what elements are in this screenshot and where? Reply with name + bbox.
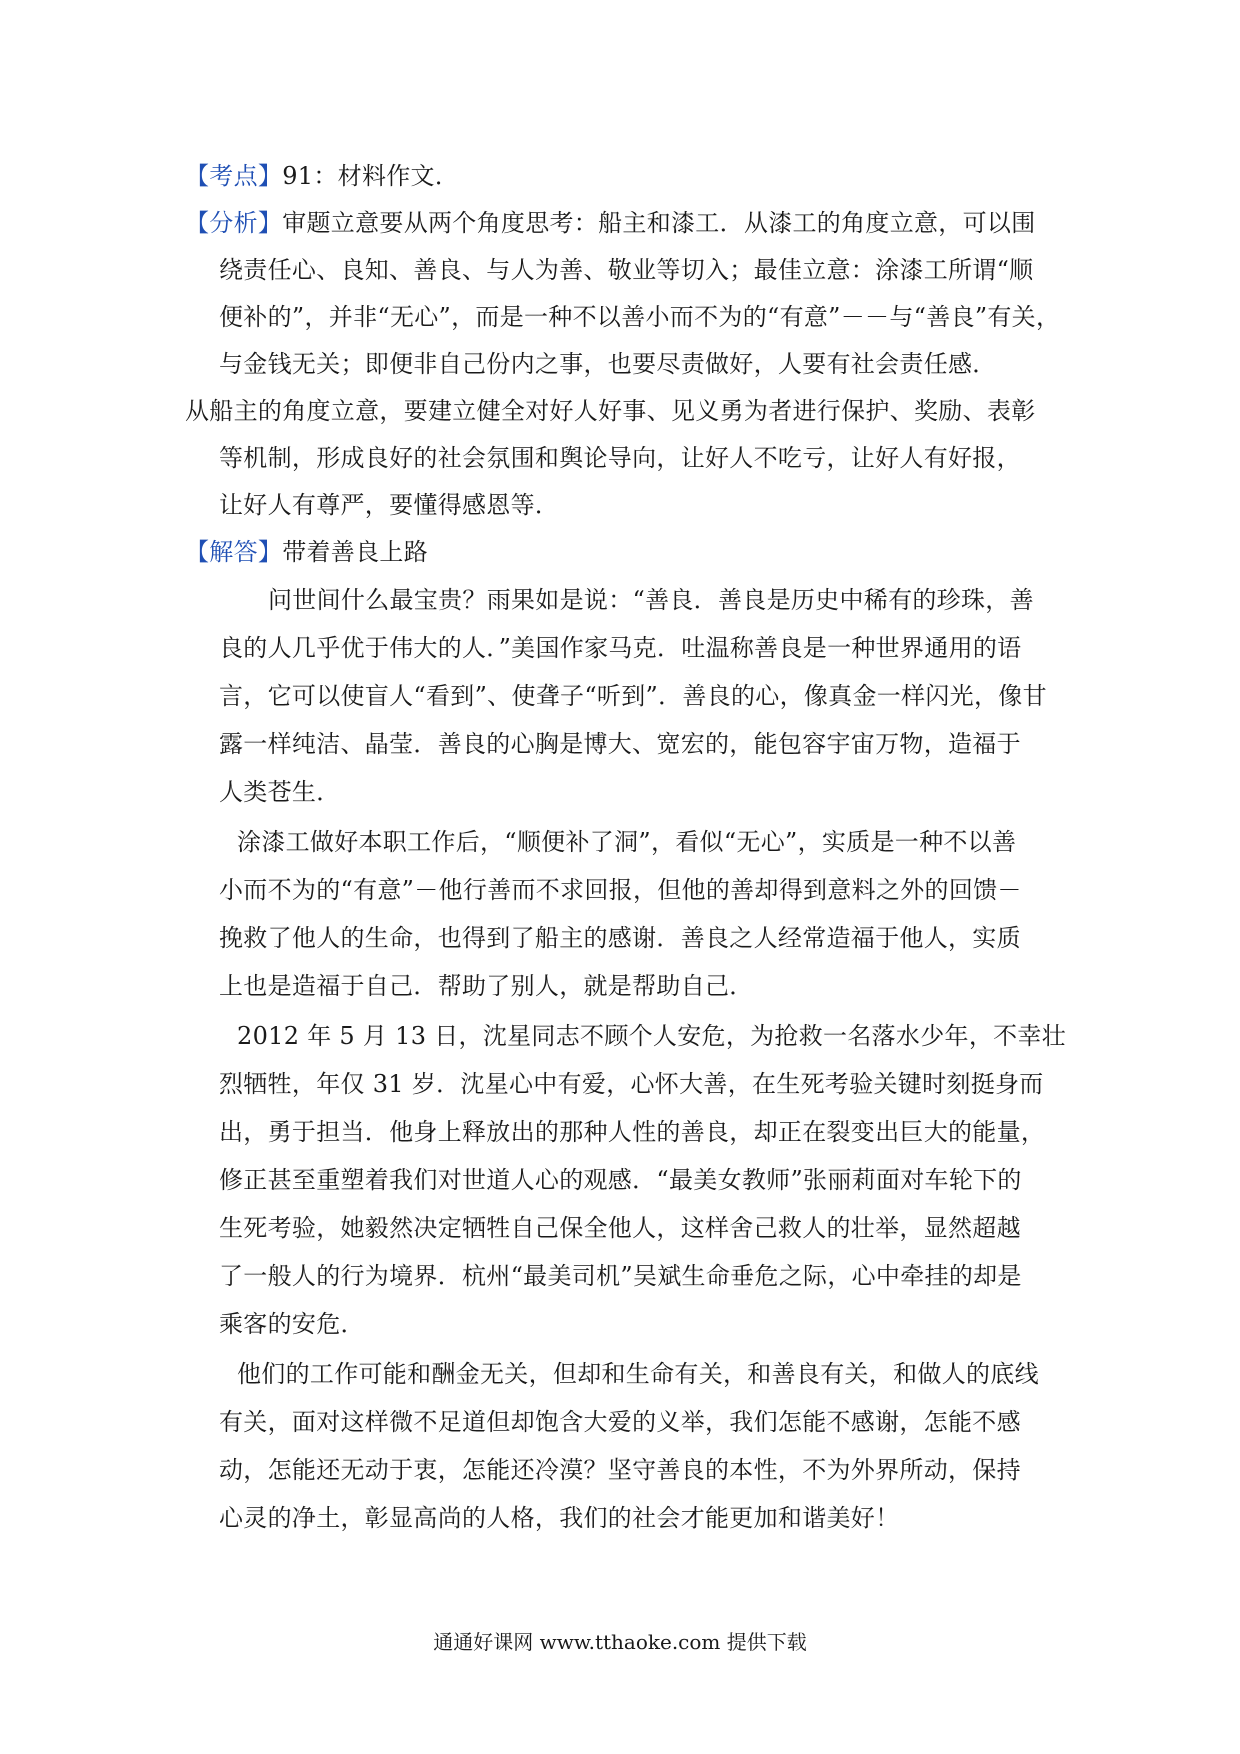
essay-line-10: 2012 年 5 月 13 日，沈星同志不顾个人安危，为抢救一名落水少年，不幸壮 [237,1022,1067,1050]
essay-line-19: 动，怎能还无动于衷，怎能还冷漠？坚守善良的本性，不为外界所动，保持 [219,1456,1021,1484]
jieda-tag: 【解答】 [185,538,283,566]
kaodian-text: 91：材料作文． [282,162,460,190]
essay-line-12: 出，勇于担当．他身上释放出的那种人性的善良，却正在裂变出巨大的能量， [219,1118,1046,1146]
jieda-line [185,535,428,569]
essay-line-7: 小而不为的“有意”－他行善而不求回报，但他的善却得到意料之外的回馈－ [219,876,1022,904]
kaodian-line [185,159,459,193]
essay-line-8: 挽救了他人的生命，也得到了船主的感谢．善良之人经常造福于他人，实质 [219,924,1021,952]
fenxi-line-6: 等机制，形成良好的社会氛围和舆论导向，让好人不吃亏，让好人有好报， [219,444,1021,472]
essay-line-1: 问世间什么最宝贵？雨果如是说：“善良．善良是历史中稀有的珍珠，善 [268,586,1034,614]
essay-line-5: 人类苍生． [219,778,341,806]
essay-line-15: 了一般人的行为境界．杭州“最美司机”吴斌生命垂危之际，心中牵挂的却是 [219,1262,1022,1290]
fenxi-line-4: 与金钱无关；即便非自己份内之事，也要尽责做好，人要有社会责任感． [219,350,997,378]
essay-line-3: 言，它可以使盲人“看到”、使聋子“听到”．善良的心，像真金一样闪光，像甘 [219,682,1047,710]
fenxi-text: 审题立意要从两个角度思考：船主和漆工．从漆工的角度立意，可以围 [282,209,1036,237]
footer-watermark: 通通好课网 www.tthaoke.com 提供下载 [433,1630,807,1654]
essay-line-20: 心灵的净土，彰显高尚的人格，我们的社会才能更加和谐美好！ [219,1504,900,1532]
essay-line-2: 良的人几乎优于伟大的人．”美国作家马克．吐温称善良是一种世界通用的语 [219,634,1022,662]
fenxi-tag: 【分析】 [185,209,283,237]
essay-line-11: 烈牺牲，年仅 31 岁．沈星心中有爱，心怀大善，在生死考验关键时刻挺身而 [219,1070,1044,1098]
fenxi-line-5: 从船主的角度立意，要建立健全对好人好事、见义勇为者进行保护、奖励、表彰 [185,397,1036,425]
fenxi-line-7: 让好人有尊严，要懂得感恩等． [219,491,560,519]
fenxi-line-1 [185,206,1036,240]
essay-line-14: 生死考验，她毅然决定牺牲自己保全他人，这样舍己救人的壮举，显然超越 [219,1214,1021,1242]
fenxi-line-2: 绕责任心、良知、善良、与人为善、敬业等切入；最佳立意：涂漆工所谓“顺 [219,256,1034,284]
essay-line-18: 有关，面对这样微不足道但却饱含大爱的义举，我们怎能不感谢，怎能不感 [219,1408,1021,1436]
kaodian-tag: 【考点】 [185,162,283,190]
essay-line-13: 修正甚至重塑着我们对世道人心的观感．“最美女教师”张丽莉面对车轮下的 [219,1166,1022,1194]
fenxi-line-3: 便补的”，并非“无心”，而是一种不以善小而不为的“有意”－－与“善良”有关， [219,303,1061,331]
essay-line-16: 乘客的安危． [219,1310,365,1338]
essay-line-6: 涂漆工做好本职工作后，“顺便补了洞”，看似“无心”，实质是一种不以善 [237,828,1017,856]
essay-line-17: 他们的工作可能和酬金无关，但却和生命有关，和善良有关，和做人的底线 [237,1360,1039,1388]
essay-title: 带着善良上路 [282,538,429,566]
essay-line-9: 上也是造福于自己．帮助了别人，就是帮助自己． [219,972,754,1000]
essay-line-4: 露一样纯洁、晶莹．善良的心胸是博大、宽宏的，能包容宇宙万物，造福于 [219,730,1021,758]
